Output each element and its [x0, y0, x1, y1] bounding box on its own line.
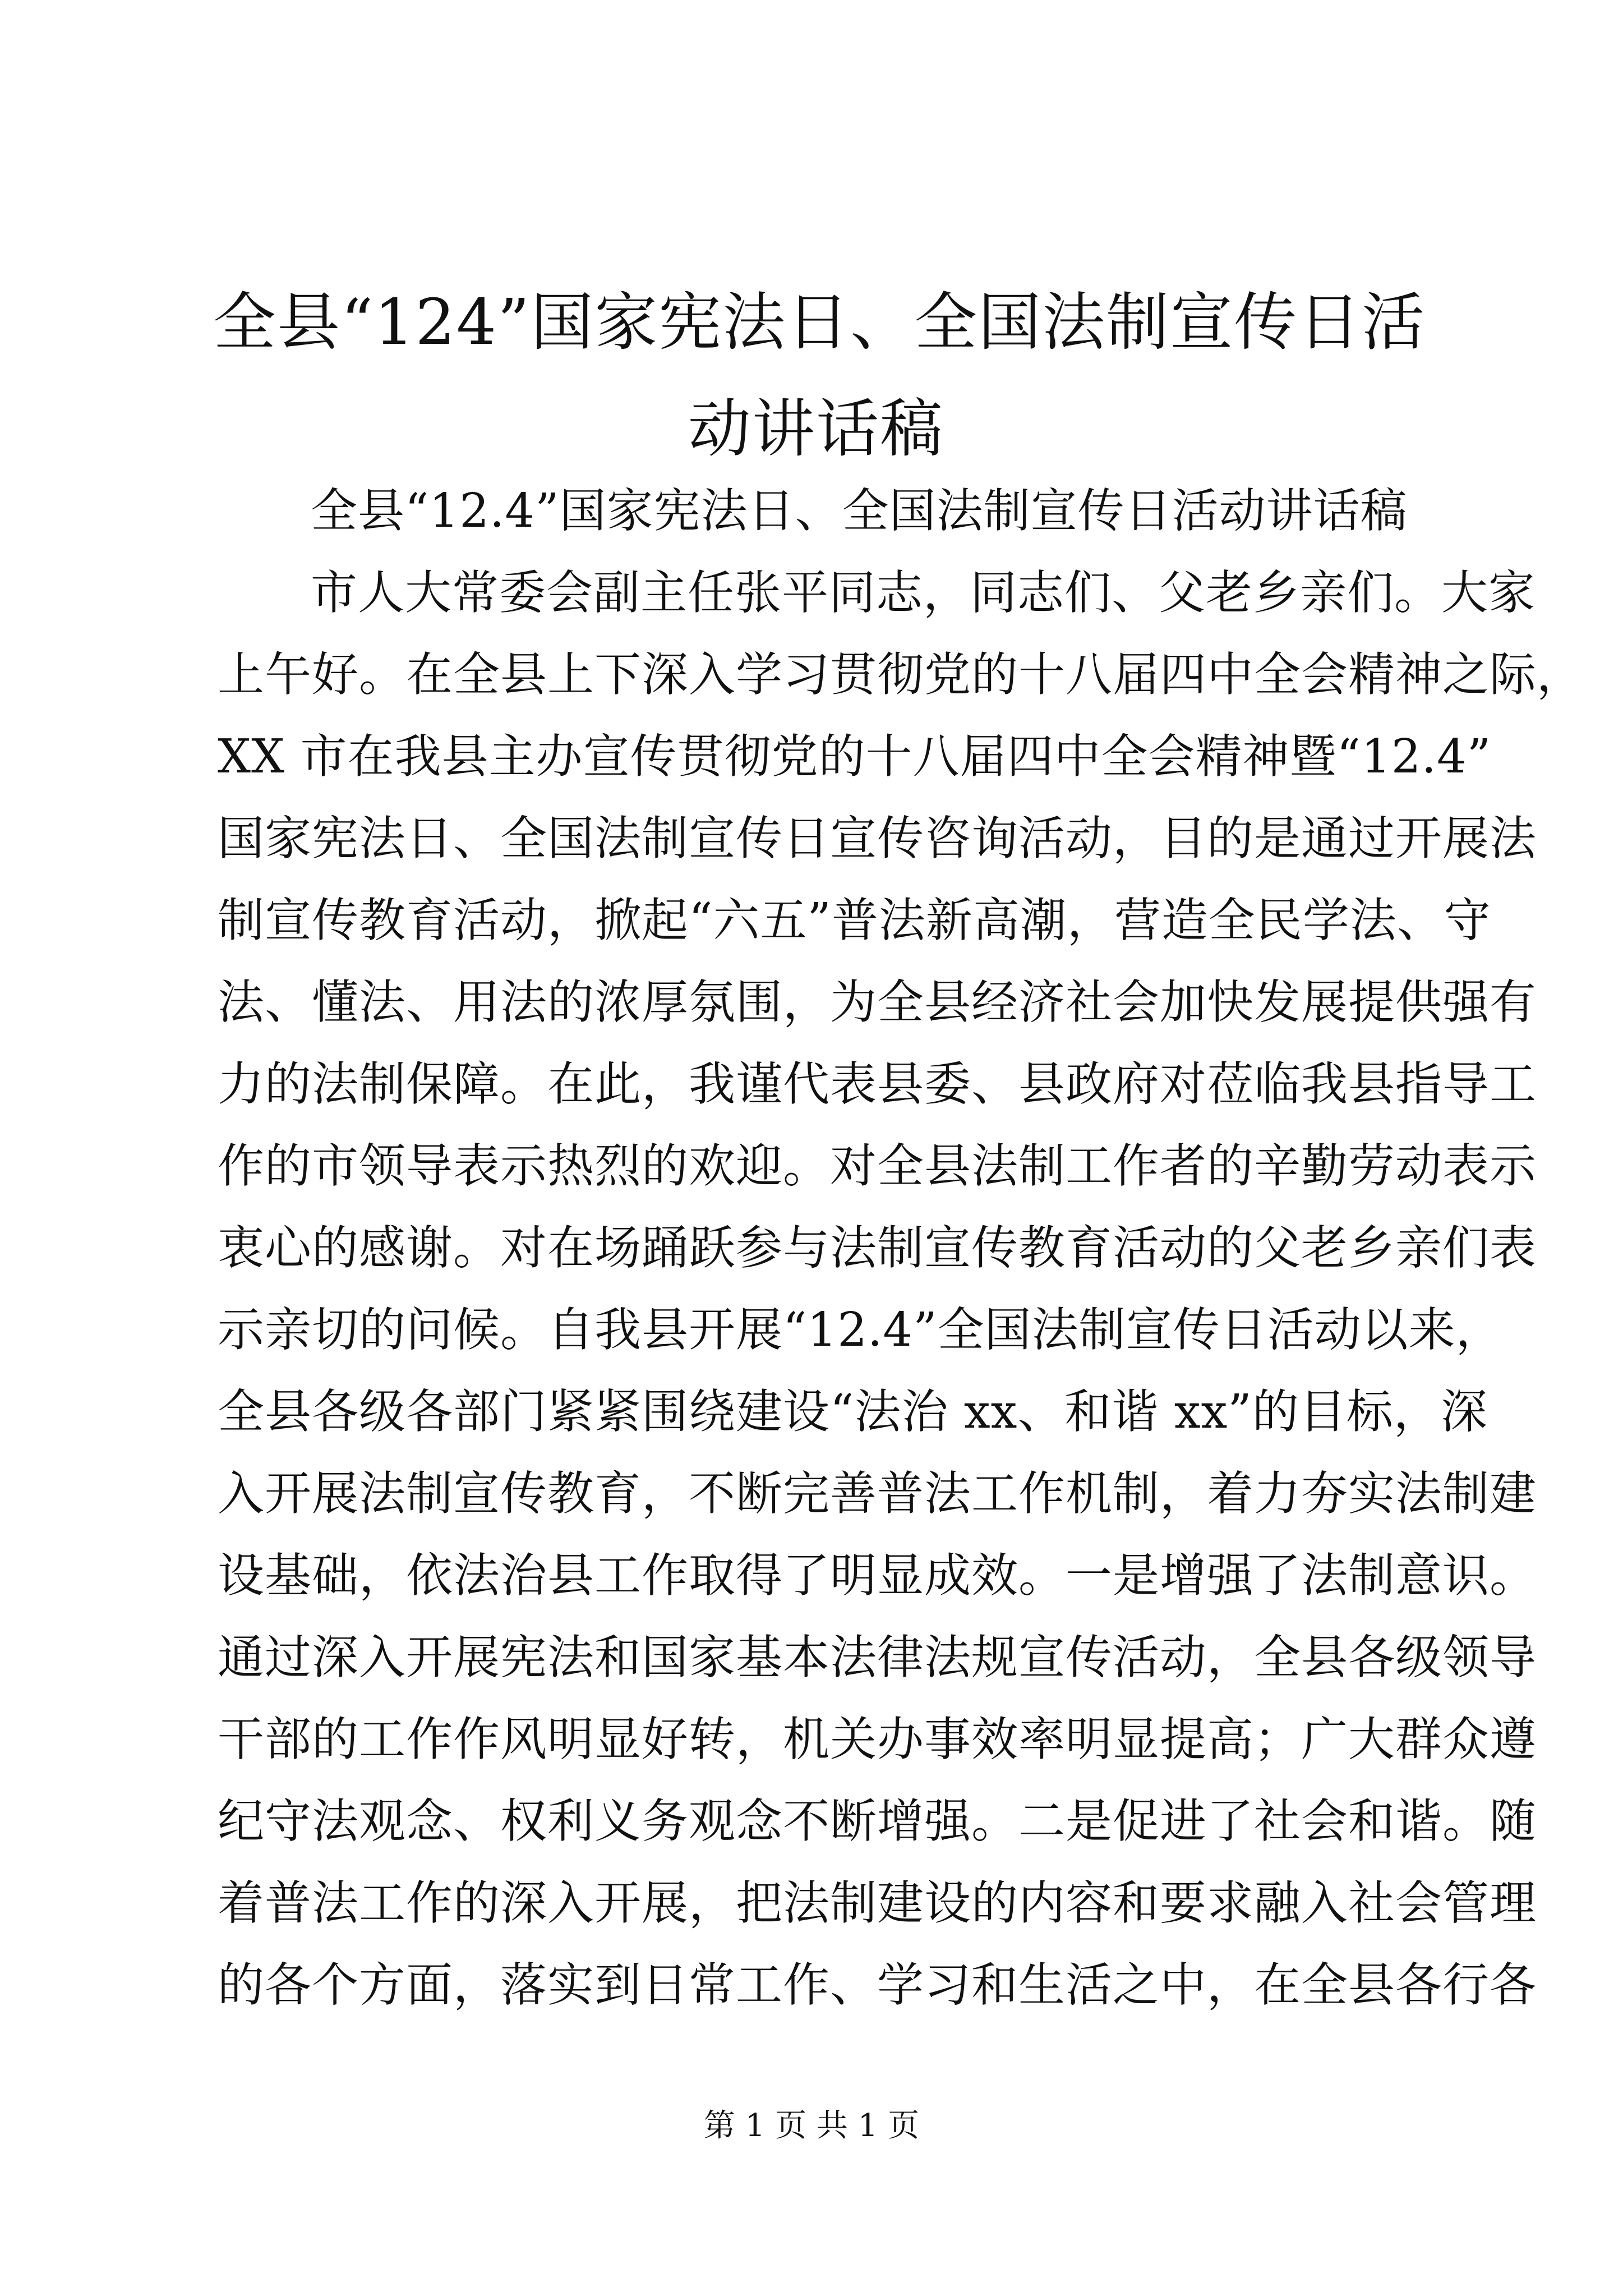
title-line-2: 动讲话稿 [688, 393, 944, 466]
paragraph-line: XX 市在我县主办宣传贯彻党的十八届四中全会精神暨“12.4” [218, 729, 1492, 784]
document-title [213, 269, 1426, 482]
page-footer: 第 1 页 共 1 页 [703, 2108, 920, 2144]
paragraph-line: 衷心的感谢。对在场踊跃参与法制宣传教育活动的父老乡亲们表 [218, 1221, 1537, 1275]
document-body [218, 470, 1584, 2026]
paragraph-line: 法、懂法、用法的浓厚氛围，为全县经济社会加快发展提供强有 [218, 975, 1537, 1029]
paragraph-line: 制宣传教育活动，掀起“六五”普法新高潮，营造全民学法、守 [218, 893, 1491, 947]
paragraph-line: 通过深入开展宪法和国家基本法律法规宣传活动，全县各级领导 [218, 1630, 1537, 1685]
paragraph-line: 着普法工作的深入开展，把法制建设的内容和要求融入社会管理 [218, 1876, 1537, 1930]
paragraph-line: 全县各级各部门紧紧围绕建设“法治 xx、和谐 xx”的目标，深 [218, 1384, 1488, 1439]
subtitle-line: 全县“12.4”国家宪法日、全国法制宣传日活动讲话稿 [311, 484, 1408, 538]
paragraph-line: 的各个方面，落实到日常工作、学习和生活之中，在全县各行各 [218, 1958, 1537, 2012]
paragraph-line: 示亲切的问候。自我县开展“12.4”全国法制宣传日活动以来， [218, 1303, 1503, 1357]
paragraph-line: 设基础，依法治县工作取得了明显成效。一是增强了法制意识。 [218, 1548, 1537, 1603]
paragraph-line: 干部的工作作风明显好转，机关办事效率明显提高；广大群众遵 [218, 1712, 1537, 1766]
title-line-1: 全县“124”国家宪法日、全国法制宣传日活 [213, 286, 1426, 359]
paragraph-line: 国家宪法日、全国法制宣传日宣传咨询活动，目的是通过开展法 [218, 811, 1537, 866]
paragraph-line: 市人大常委会副主任张平同志，同志们、父老乡亲们。大家 [311, 565, 1536, 620]
paragraph-line: 力的法制保障。在此，我谨代表县委、县政府对莅临我县指导工 [218, 1057, 1537, 1111]
paragraph-line: 上午好。在全县上下深入学习贯彻党的十八届四中全会精神之际， [218, 647, 1584, 702]
paragraph-line: 作的市领导表示热烈的欢迎。对全县法制工作者的辛勤劳动表示 [218, 1139, 1537, 1193]
paragraph-line: 入开展法制宣传教育，不断完善普法工作机制，着力夯实法制建 [218, 1466, 1537, 1521]
paragraph-line: 纪守法观念、权利义务观念不断增强。二是促进了社会和谐。随 [218, 1794, 1537, 1848]
